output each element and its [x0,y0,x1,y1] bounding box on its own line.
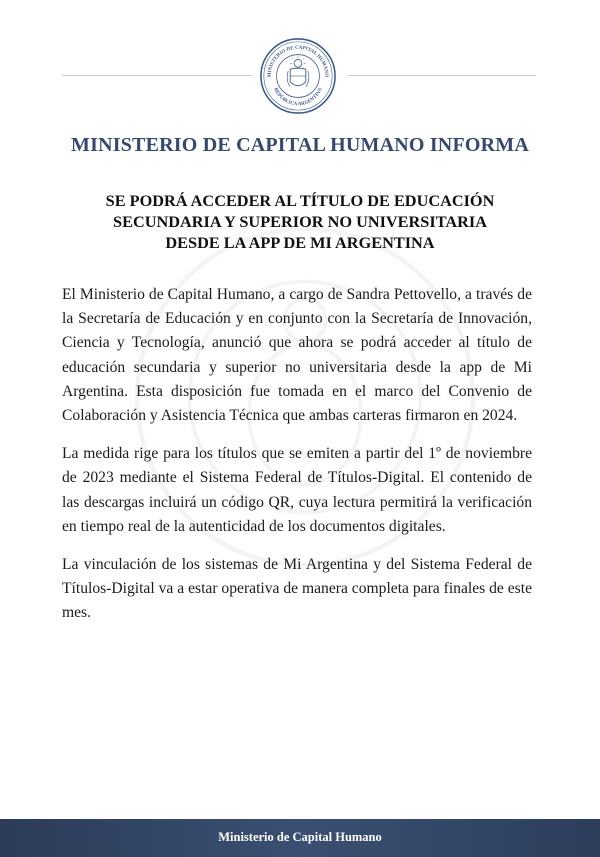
paragraph-2: La medida rige para los títulos que se emiten a partir del 1º de noviembre de 2023 mediante el Sistema Federal de Títulos-Digital. El contenido de las descargas incluirá un código QR, cuya lectura permitirá la verificación en tiempo real de la autenticidad de los documentos digitales. [62,445,532,535]
headline-line-1: SE PODRÁ ACCEDER AL TÍTULO DE EDUCACIÓN [105,191,495,210]
paragraph-3: La vinculación de los sistemas de Mi Argentina y del Sistema Federal de Títulos-Digital va a estar operativa de manera completa para finales de este mes. [62,556,532,622]
header-divider-left [62,75,252,76]
release-kicker: MINISTERIO DE CAPITAL HUMANO INFORMA [71,134,529,156]
header-divider-right [348,75,536,76]
press-release-body [62,283,532,640]
argentina-coat-of-arms-icon [259,37,337,115]
paragraph-1: El Ministerio de Capital Humano, a cargo de Sandra Pettovello, a través de la Secretaría de Educación y en conjunto con la Secretaría de Innovación, Ciencia y Tecnología, anunció que ahora se podrá acceder al título de educación secundaria y superior no universitaria desde la app de Mi Argentina. Esta disposición fue tomada en el marco del Convenio de Colaboración y Asistencia Técnica que ambas carteras firmaron en 2024. [62,286,532,425]
seal-ring-top-text: MINISTERIO DE CAPITAL HUMANO [266,44,330,78]
headline-line-2: SECUNDARIA Y SUPERIOR NO UNIVERSITARIA [113,212,487,231]
headline [80,190,520,253]
footer-bar [0,819,600,857]
headline-line-3: DESDE LA APP DE MI ARGENTINA [165,233,435,252]
seal-ring-bottom-text: REPÚBLICA ARGENTINA [272,86,324,108]
footer-label: Ministerio de Capital Humano [218,830,382,844]
letterhead [0,37,600,117]
